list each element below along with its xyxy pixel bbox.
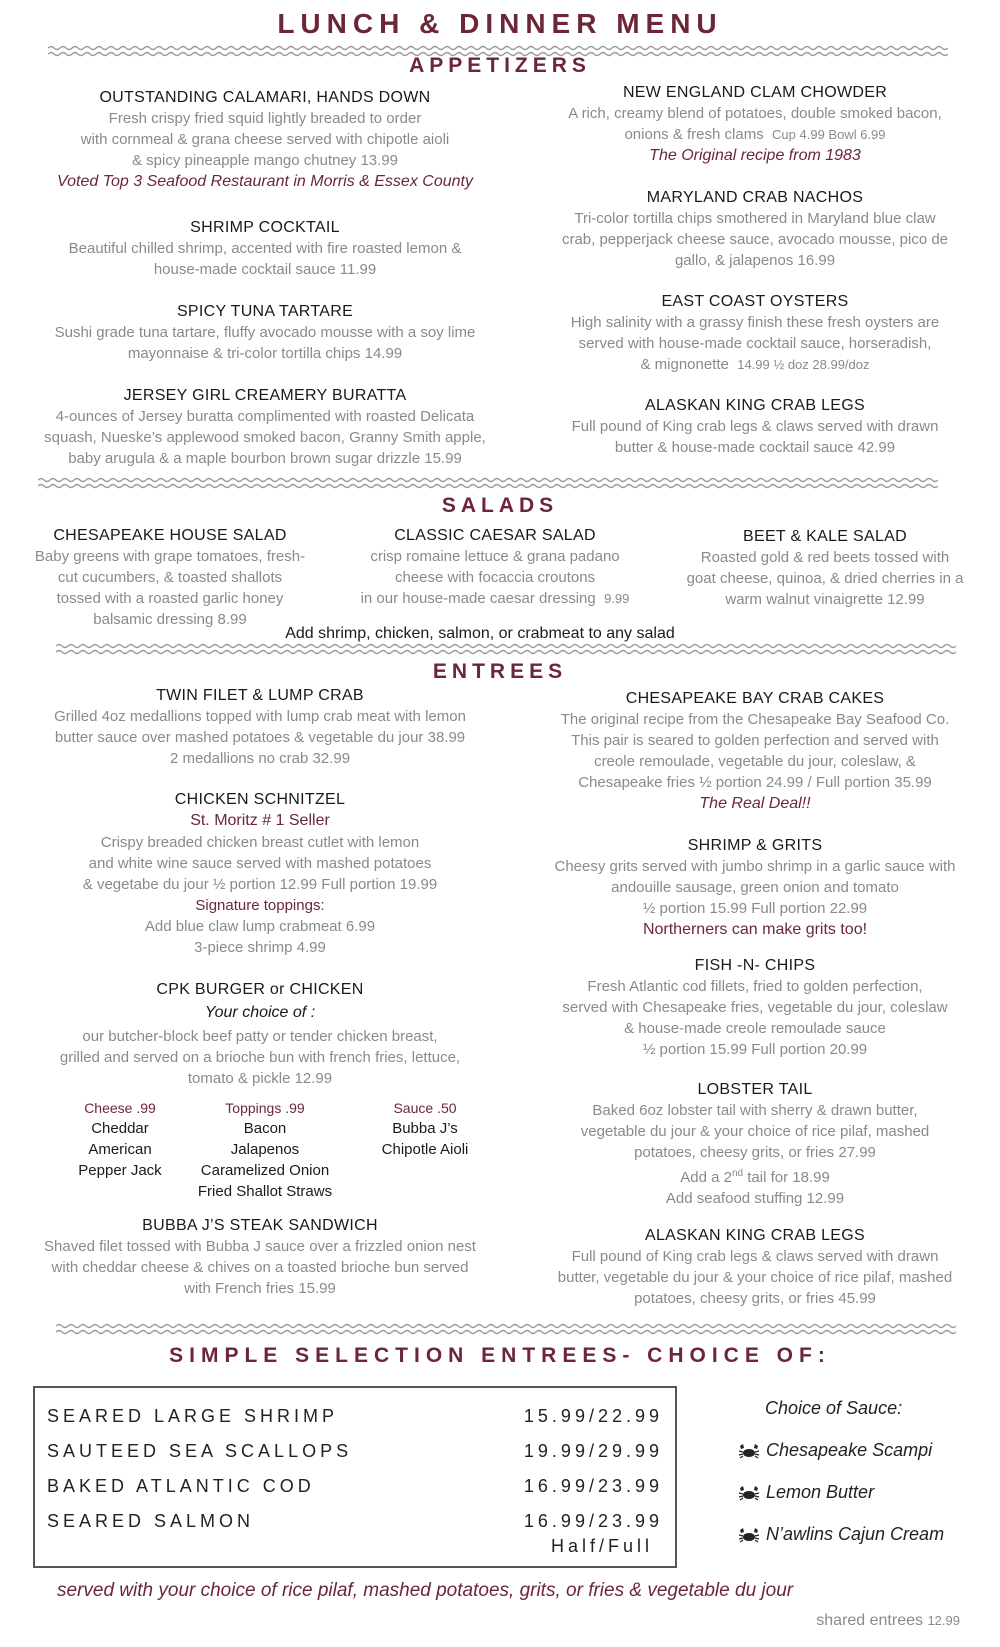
item-desc: mayonnaise & tri-color tortilla chips 14.99: [127, 345, 403, 362]
appetizer-shrimp-cocktail: [20, 218, 510, 280]
appetizer-oysters: [530, 292, 980, 375]
column-item: Cheddar: [91, 1120, 149, 1137]
item-desc: house-made cocktail sauce 11.99: [153, 261, 377, 278]
shared-entrees: [816, 1612, 960, 1630]
item-price: 14.99 ½ doz 28.99/doz: [737, 357, 870, 372]
item-name: CHESAPEAKE HOUSE SALAD: [53, 527, 287, 544]
salads-heading: SALADS: [441, 494, 559, 517]
item-desc: Roasted gold & red beets tossed with: [700, 549, 950, 566]
item-desc: Sushi grade tuna tartare, fluffy avocado mousse with a soy lime: [54, 324, 476, 341]
sauce-label: N’awlins Cajun Cream: [766, 1524, 945, 1544]
column-item: Caramelized Onion: [200, 1162, 330, 1179]
item-note: The Original recipe from 1983: [649, 147, 861, 164]
sauce-label: Chesapeake Scampi: [766, 1440, 933, 1460]
salad-beet-kale: [665, 527, 985, 610]
column-item: Fried Shallot Straws: [197, 1183, 333, 1200]
column-item: Bacon: [243, 1120, 287, 1137]
item-desc: The original recipe from the Chesapeake Bay Seafood Co.: [560, 711, 950, 728]
sauce-label: Lemon Butter: [766, 1482, 875, 1502]
item-note: Voted Top 3 Seafood Restaurant in Morris & Essex County: [57, 173, 473, 190]
item-desc: & spicy pineapple mango chutney 13.99: [131, 152, 398, 169]
desc-text: & mignonette: [640, 356, 729, 373]
column-item: Chipotle Aioli: [381, 1141, 469, 1158]
item-name: OUTSTANDING CALAMARI, HANDS DOWN: [99, 89, 431, 106]
wave-line: [56, 1331, 956, 1334]
wave-line: [56, 1325, 956, 1328]
entree-lobster-tail: [530, 1080, 980, 1209]
appetizer-calamari: [20, 88, 510, 193]
item-name: LOBSTER TAIL: [697, 1081, 813, 1098]
item-desc: & vegetabe du jour ½ portion 12.99 Full portion 19.99: [82, 876, 438, 893]
item-desc: Chesapeake fries ½ portion 24.99 / Full portion 35.99: [578, 774, 932, 791]
item-desc: Tri-color tortilla chips smothered in Maryland blue claw: [574, 210, 936, 227]
item-desc: A rich, creamy blend of potatoes, double smoked bacon,: [568, 105, 942, 122]
item-price: Cup 4.99 Bowl 6.99: [772, 127, 886, 142]
item-name: EAST COAST OYSTERS: [661, 293, 849, 310]
item-name: FISH -N- CHIPS: [694, 957, 816, 974]
item-desc: Baked 6oz lobster tail with sherry & drawn butter,: [592, 1102, 918, 1119]
sauce-option: [738, 1482, 874, 1503]
simple-price: 16.99/23.99: [523, 1511, 663, 1531]
entree-shrimp-grits: [530, 836, 980, 941]
wave-divider-entrees: [56, 642, 956, 656]
item-extra: Add blue claw lump crabmeat 6.99: [144, 918, 376, 935]
item-name: SHRIMP COCKTAIL: [190, 219, 340, 236]
item-desc: balsamic dressing 8.99: [93, 611, 247, 628]
item-desc: Grilled 4oz medallions topped with lump crab meat with lemon: [54, 708, 466, 725]
item-desc: baby arugula & a maple bourbon brown sugar drizzle 15.99: [68, 450, 462, 467]
item-name: TWIN FILET & LUMP CRAB: [156, 687, 364, 704]
appetizer-clam-chowder: [530, 83, 980, 167]
entree-schnitzel: [20, 790, 500, 958]
salad-addon: [230, 623, 730, 644]
extra-text: tail for 18.99: [743, 1169, 830, 1186]
appetizer-king-crab: [530, 396, 980, 458]
column-heading: Sauce .50: [393, 1100, 457, 1116]
wave-line: [56, 651, 956, 654]
item-desc: cut cucumbers, & toasted shallots: [57, 569, 283, 586]
item-desc: tomato & pickle 12.99: [187, 1070, 333, 1087]
item-desc: with cornmeal & grana cheese served with chipotle aioli: [80, 131, 450, 148]
column-heading: Toppings .99: [225, 1100, 305, 1116]
column-item: American: [88, 1141, 152, 1158]
item-desc: grilled and served on a brioche bun with french fries, lettuce,: [59, 1049, 461, 1066]
item-desc: Shaved filet tossed with Bubba J sauce over a frizzled onion nest: [44, 1238, 476, 1255]
entrees-heading: ENTREES: [432, 660, 568, 683]
item-desc: crab, pepperjack cheese sauce, avocado mousse, pico de: [561, 231, 949, 248]
item-desc: butter, vegetable du jour & your choice of rice pilaf, mashed: [557, 1269, 953, 1286]
item-desc: [530, 354, 980, 375]
item-desc: goat cheese, quinoa, & dried cherries in a: [686, 570, 964, 587]
served-with-note: served with your choice of rice pilaf, mashed potatoes, grits, or fries & vegetable du jour: [57, 1580, 794, 1601]
item-name: CHICKEN SCHNITZEL: [174, 791, 346, 808]
entree-fish-chips: [530, 956, 980, 1060]
entree-king-crab: [530, 1226, 980, 1309]
item-desc: Baby greens with grape tomatoes, fresh-: [34, 548, 306, 565]
item-desc: [340, 588, 650, 609]
item-note: The Real Deal!!: [699, 795, 811, 812]
item-desc: Full pound of King crab legs & claws served with drawn: [571, 1248, 939, 1265]
salad-caesar: [340, 526, 650, 609]
crab-icon: [738, 1442, 760, 1460]
sauce-option: [738, 1440, 932, 1461]
wave-line: [38, 485, 938, 488]
item-name: JERSEY GIRL CREAMERY BURATTA: [123, 387, 407, 404]
appetizers-heading: APPETIZERS: [409, 54, 591, 77]
item-desc: Full pound of King crab legs & claws served with drawn: [571, 418, 939, 435]
item-desc: squash, Nueske’s applewood smoked bacon, Granny Smith apple,: [44, 429, 486, 446]
desc-text: in our house-made caesar dressing: [360, 590, 596, 607]
item-name: SPICY TUNA TARTARE: [176, 303, 354, 320]
sauce-title: Choice of Sauce:: [765, 1398, 903, 1418]
item-desc: gallo, & jalapenos 16.99: [674, 252, 836, 269]
column-item: Pepper Jack: [78, 1162, 162, 1179]
column-item: Bubba J’s: [392, 1120, 458, 1137]
simple-name: SEARED LARGE SHRIMP: [47, 1406, 339, 1426]
desc-text: onions & fresh clams: [624, 126, 764, 143]
item-name: BEET & KALE SALAD: [743, 528, 907, 545]
item-name: CHESAPEAKE BAY CRAB CAKES: [625, 690, 885, 707]
burger-toppings-column: [175, 1098, 355, 1202]
item-desc: crisp romaine lettuce & grana padano: [370, 548, 620, 565]
item-extra: Add seafood stuffing 12.99: [665, 1190, 845, 1207]
item-extra: 3-piece shrimp 4.99: [194, 939, 326, 956]
item-desc: 2 medallions no crab 32.99: [169, 750, 351, 767]
item-name: BUBBA J’S STEAK SANDWICH: [142, 1217, 378, 1234]
item-name: CPK BURGER or CHICKEN: [156, 981, 364, 998]
wave-line: [48, 47, 948, 50]
shared-price: 12.99: [927, 1613, 960, 1628]
item-name: MARYLAND CRAB NACHOS: [646, 189, 864, 206]
crab-icon: [738, 1484, 760, 1502]
item-desc: Cheesy grits served with jumbo shrimp in a garlic sauce with: [554, 858, 956, 875]
item-desc: served with Chesapeake fries, vegetable du jour, coleslaw: [562, 999, 948, 1016]
item-desc: and white wine sauce served with mashed potatoes: [88, 855, 432, 872]
simple-price: 19.99/29.99: [523, 1441, 663, 1461]
appetizer-tuna-tartare: [20, 302, 510, 364]
item-name: ALASKAN KING CRAB LEGS: [644, 397, 865, 414]
simple-heading: SIMPLE SELECTION ENTREES- CHOICE OF:: [169, 1344, 831, 1367]
item-desc: ½ portion 15.99 Full portion 20.99: [642, 1041, 868, 1058]
entree-twin-filet: [20, 686, 500, 769]
simple-price: 15.99/22.99: [523, 1406, 663, 1426]
item-desc: potatoes, cheesy grits, or fries 45.99: [634, 1290, 876, 1307]
item-desc: creole remoulade, vegetable du jour, coleslaw, &: [594, 753, 916, 770]
item-desc: Beautiful chilled shrimp, accented with fire roasted lemon &: [68, 240, 462, 257]
item-desc: andouille sausage, green onion and tomato: [611, 879, 899, 896]
item-desc: butter & house-made cocktail sauce 42.99: [614, 439, 896, 456]
item-desc: warm walnut vinaigrette 12.99: [725, 591, 925, 608]
wave-divider-simple: [56, 1322, 956, 1336]
item-desc: Fresh Atlantic cod fillets, fried to golden perfection,: [587, 978, 923, 995]
simple-price: 16.99/23.99: [523, 1476, 663, 1496]
item-desc: potatoes, cheesy grits, or fries 27.99: [634, 1144, 876, 1161]
item-desc: with French fries 15.99: [184, 1280, 336, 1297]
burger-sauce-column: [345, 1098, 505, 1160]
extra-text: Add a 2: [680, 1169, 732, 1186]
item-desc: cheese with focaccia croutons: [394, 569, 596, 586]
item-extra: [530, 1163, 980, 1188]
entree-steak-sandwich: [20, 1216, 500, 1299]
item-name: CLASSIC CAESAR SALAD: [394, 527, 596, 544]
item-price: 9.99: [604, 591, 630, 606]
crab-icon: [738, 1526, 760, 1544]
item-name: NEW ENGLAND CLAM CHOWDER: [622, 84, 888, 101]
signature-toppings-label: Signature toppings:: [195, 897, 325, 914]
item-desc: ½ portion 15.99 Full portion 22.99: [642, 900, 868, 917]
choice-label: Your choice of :: [204, 1004, 316, 1021]
simple-name: SAUTEED SEA SCALLOPS: [47, 1441, 353, 1461]
item-desc: Fresh crispy fried squid lightly breaded to order: [108, 110, 422, 127]
wave-divider-salads: [38, 476, 938, 490]
wave-line: [56, 645, 956, 648]
item-desc: butter sauce over mashed potatoes & vegetable du jour 38.99: [54, 729, 466, 746]
wave-line: [38, 479, 938, 482]
item-desc: & house-made creole remoulade sauce: [624, 1020, 886, 1037]
item-note: Northerners can make grits too!: [642, 921, 868, 938]
item-desc: This pair is seared to golden perfection and served with: [571, 732, 939, 749]
item-desc: with cheddar cheese & chives on a toasted brioche bun served: [51, 1259, 469, 1276]
salad-house: [15, 526, 325, 630]
appetizer-buratta: [20, 386, 510, 469]
ordinal-suffix: nd: [731, 1168, 744, 1179]
item-name: ALASKAN KING CRAB LEGS: [644, 1227, 865, 1244]
item-desc: High salinity with a grassy finish these fresh oysters are: [570, 314, 940, 331]
column-item: Jalapenos: [230, 1141, 300, 1158]
sauce-option: [738, 1524, 944, 1545]
entree-burger: [20, 980, 500, 1089]
item-desc: 4-ounces of Jersey buratta complimented with roasted Delicata: [55, 408, 475, 425]
simple-name: SEARED SALMON: [47, 1511, 255, 1531]
item-desc: vegetable du jour & your choice of rice pilaf, mashed: [580, 1123, 930, 1140]
column-heading: Cheese .99: [84, 1100, 156, 1116]
item-desc: served with house-made cocktail sauce, horseradish,: [578, 335, 932, 352]
item-tagline: St. Moritz # 1 Seller: [190, 812, 330, 829]
item-desc: tossed with a roasted garlic honey: [56, 590, 284, 607]
half-full-label: Half/Full: [550, 1536, 653, 1556]
entree-crab-cakes: [530, 689, 980, 815]
item-desc: Crispy breaded chicken breast cutlet with lemon: [100, 834, 420, 851]
simple-selection-box: [33, 1386, 677, 1568]
item-desc: our butcher-block beef patty or tender chicken breast,: [82, 1028, 438, 1045]
item-name: SHRIMP & GRITS: [687, 837, 823, 854]
menu-title: LUNCH & DINNER MENU: [277, 8, 723, 39]
simple-name: BAKED ATLANTIC COD: [47, 1476, 315, 1496]
shared-label: shared entrees: [816, 1612, 923, 1629]
item-desc: [530, 124, 980, 145]
appetizer-crab-nachos: [530, 188, 980, 271]
addon-text: Add shrimp, chicken, salmon, or crabmeat to any salad: [285, 625, 675, 642]
